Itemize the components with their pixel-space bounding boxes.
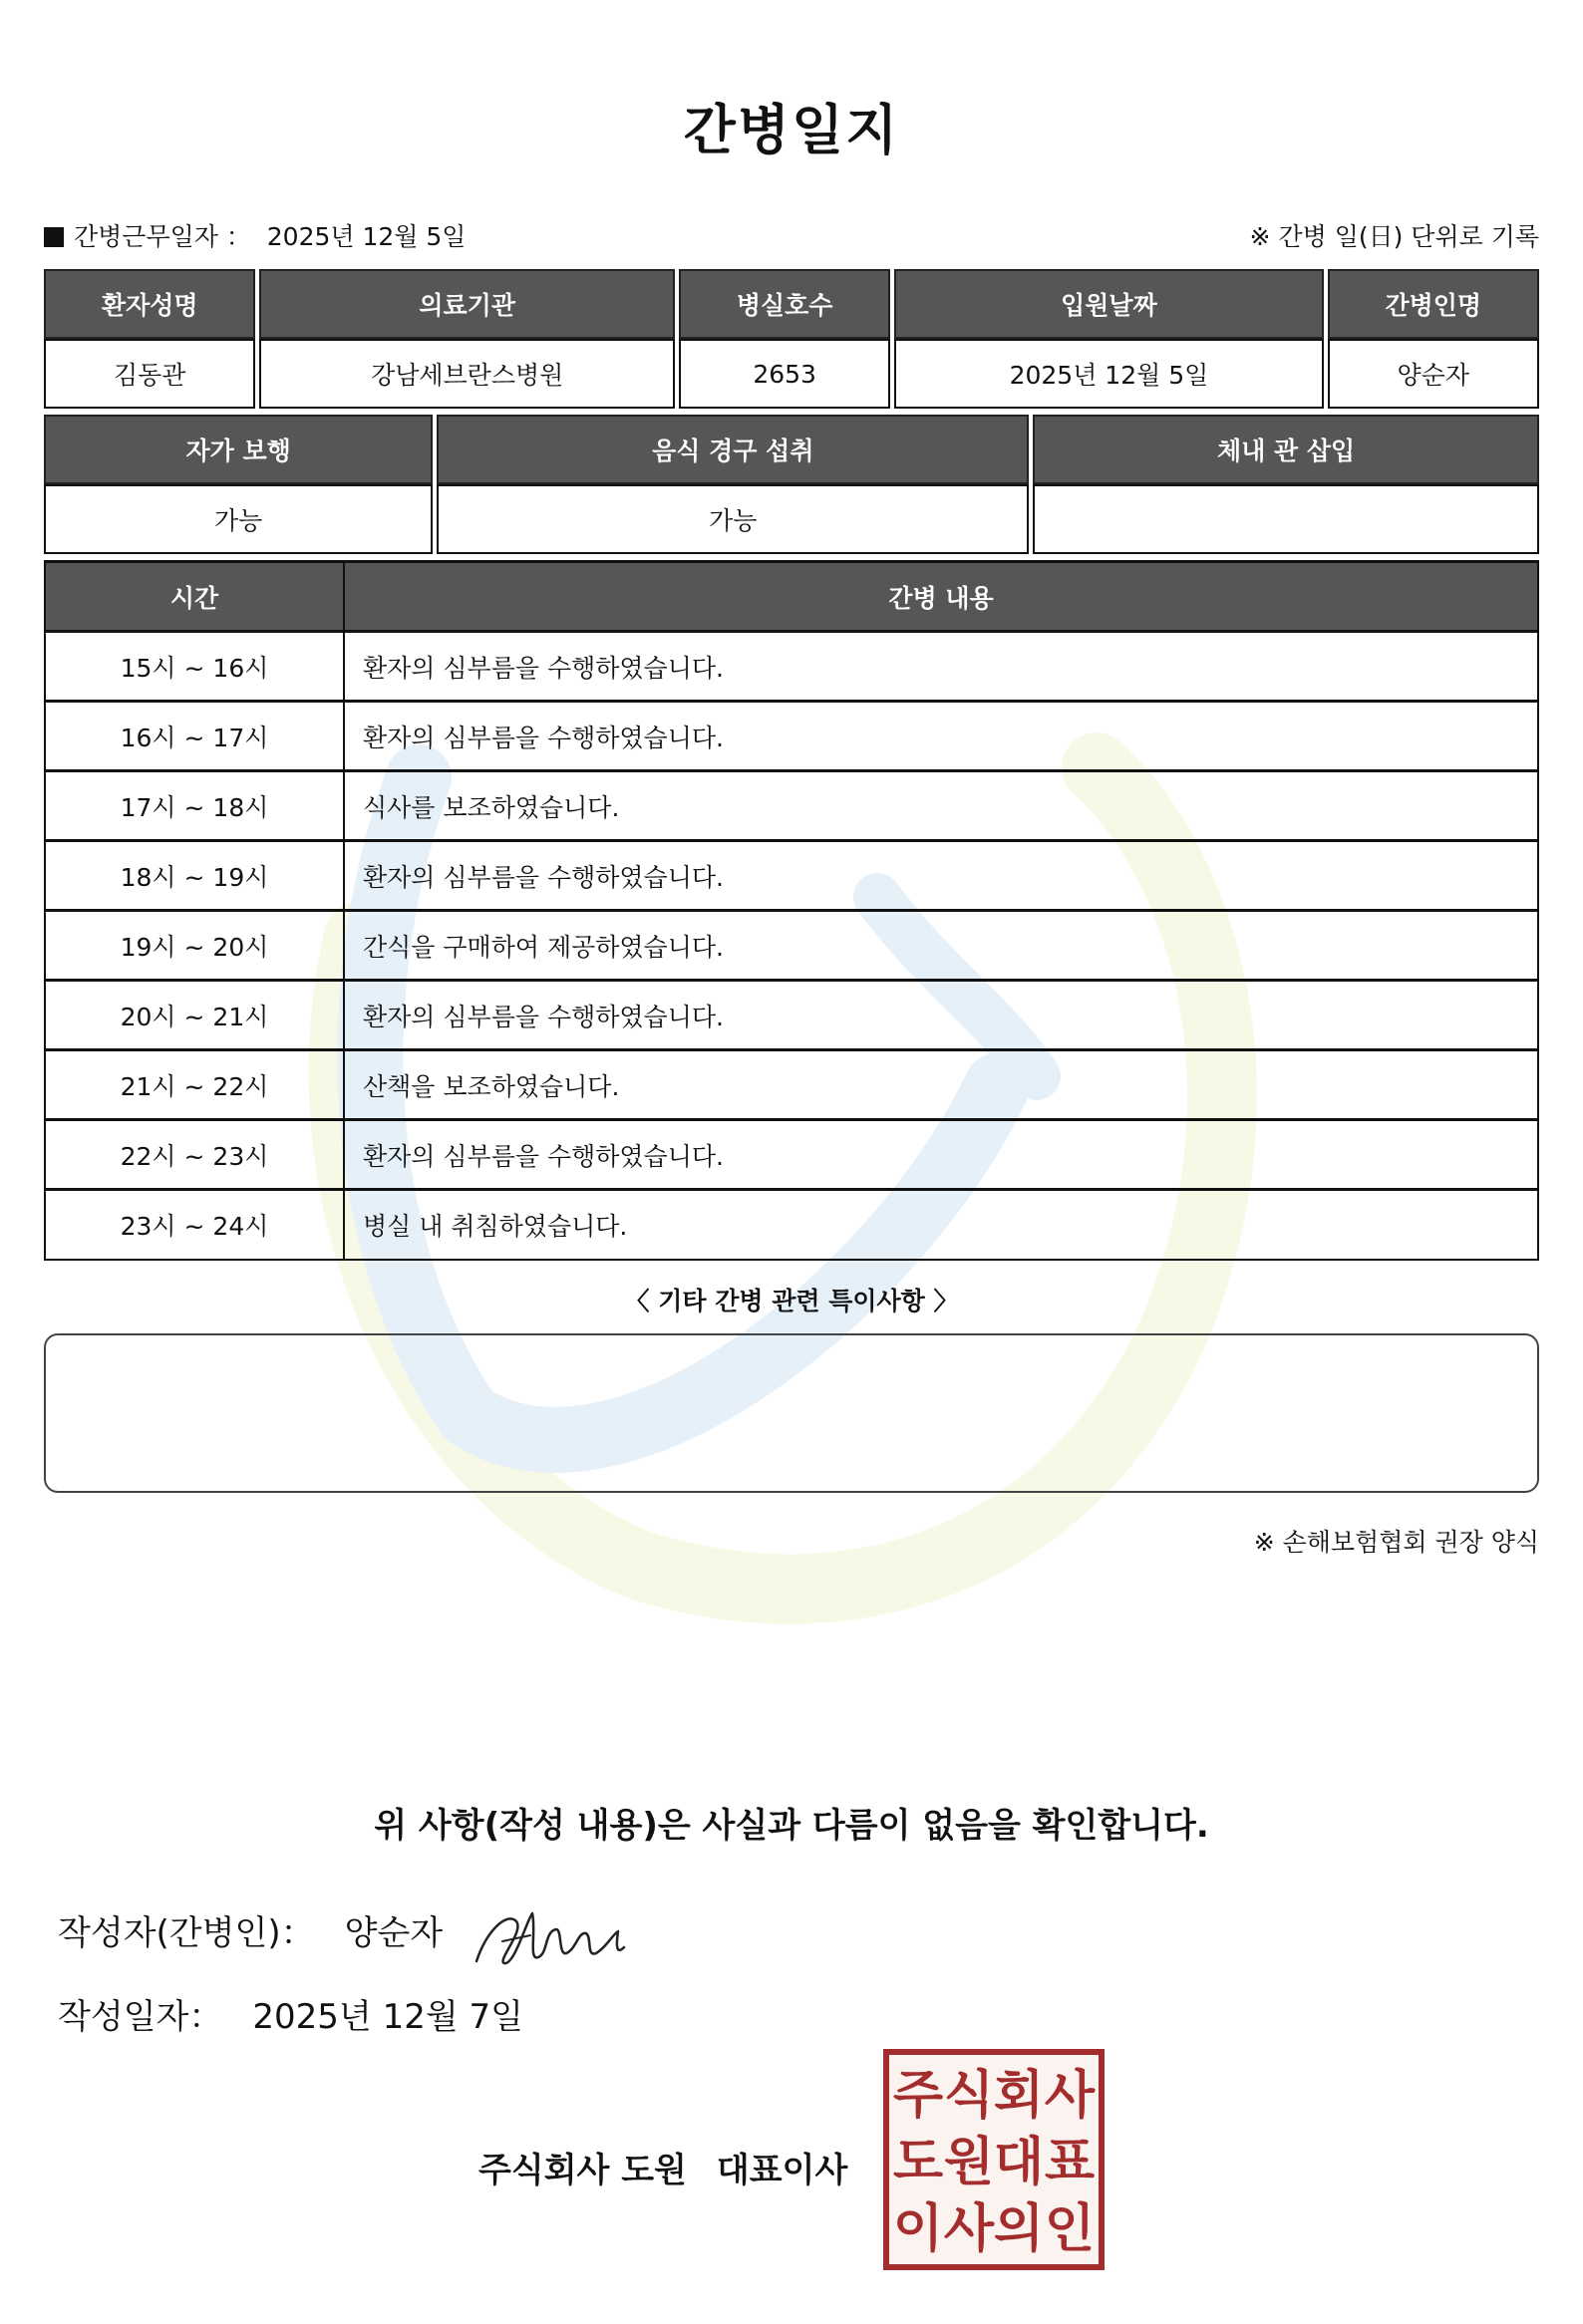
table-row [45, 1050, 1538, 1120]
work-date [44, 217, 466, 253]
oral-intake: 가능 [437, 484, 1029, 554]
work-date-row [44, 217, 1539, 257]
patient-info-table [40, 269, 1543, 409]
document-title: 간병일지 [683, 99, 900, 161]
self-walking: 가능 [44, 484, 433, 554]
seal-char: 사 [943, 2199, 995, 2259]
header-self-walking: 자가 보행 [44, 415, 433, 484]
seal-char: 원 [943, 2133, 995, 2192]
log-content: 환자의 심부름을 수행하였습니다. [344, 981, 1538, 1050]
log-content: 환자의 심부름을 수행하였습니다. [344, 632, 1538, 702]
log-time: 23시 ~ 24시 [45, 1190, 344, 1260]
header-hospital: 의료기관 [259, 269, 674, 339]
patient-name: 김동관 [44, 339, 255, 409]
notes-box [44, 1333, 1539, 1493]
room-number: 2653 [679, 339, 890, 409]
seal-text-grid [889, 2055, 1099, 2264]
admission-date: 2025년 12월 5일 [894, 339, 1323, 409]
table-row [45, 632, 1538, 702]
log-time: 19시 ~ 20시 [45, 911, 344, 981]
seal-char: 회 [993, 2066, 1045, 2126]
seal-char: 사 [1044, 2066, 1096, 2126]
seal-char: 표 [1044, 2133, 1096, 2192]
written-date-label: 작성일자： [58, 1997, 223, 2037]
header-oral-intake: 음식 경구 섭취 [437, 415, 1029, 484]
table-row [45, 702, 1538, 771]
log-content: 산책을 보조하였습니다. [344, 1050, 1538, 1120]
header-caregiver-name: 간병인명 [1328, 269, 1540, 339]
square-bullet-icon [44, 227, 64, 247]
log-content: 식사를 보조하였습니다. [344, 771, 1538, 841]
company-signature-line [478, 2143, 847, 2191]
log-time: 17시 ~ 18시 [45, 771, 344, 841]
header-room-number: 병실호수 [679, 269, 890, 339]
author-name: 양순자 [344, 1913, 444, 1953]
header-time: 시간 [45, 562, 344, 632]
confirmation-statement: 위 사항(작성 내용)은 사실과 다름이 없음을 확인합니다. [374, 1806, 1209, 1846]
seal-char: 식 [943, 2066, 995, 2126]
seal-char: 주 [892, 2066, 944, 2126]
seal-char: 대 [993, 2133, 1045, 2192]
header-care-content: 간병 내용 [344, 562, 1538, 632]
table-row [45, 841, 1538, 911]
log-content: 환자의 심부름을 수행하였습니다. [344, 702, 1538, 771]
company-title: 대표이사 [716, 2151, 848, 2190]
written-date: 2025년 12월 7일 [252, 1997, 523, 2037]
log-content: 간식을 구매하여 제공하였습니다. [344, 911, 1538, 981]
log-time: 21시 ~ 22시 [45, 1050, 344, 1120]
log-time: 16시 ~ 17시 [45, 702, 344, 771]
log-content: 병실 내 취침하였습니다. [344, 1190, 1538, 1260]
seal-char: 도 [892, 2133, 944, 2192]
work-date-value: 2025년 12월 5일 [266, 222, 467, 251]
notes-heading: 〈 기타 간병 관련 특이사항 〉 [624, 1287, 959, 1315]
log-time: 15시 ~ 16시 [45, 632, 344, 702]
patient-status-table [40, 415, 1543, 554]
table-row [45, 1190, 1538, 1260]
log-time: 22시 ~ 23시 [45, 1120, 344, 1190]
table-row [45, 911, 1538, 981]
header-patient-name: 환자성명 [44, 269, 255, 339]
work-date-label: 간병근무일자 ： [74, 222, 251, 251]
tube-insertion [1033, 484, 1539, 554]
hospital: 강남세브란스병원 [259, 339, 674, 409]
company-name: 주식회사 도원 [478, 2151, 687, 2190]
recommend-note: ※ 손해보험협회 권장 양식 [1253, 1528, 1539, 1557]
seal-char: 이 [892, 2199, 944, 2259]
header-admission-date: 입원날짜 [894, 269, 1323, 339]
unit-note: ※ 간병 일(日) 단위로 기록 [1249, 222, 1539, 251]
written-date-line [58, 1989, 523, 2038]
log-content: 환자의 심부름을 수행하였습니다. [344, 1120, 1538, 1190]
care-log-table [44, 560, 1539, 1261]
handwritten-signature [467, 1891, 636, 1981]
table-row [45, 771, 1538, 841]
caregiver-name: 양순자 [1328, 339, 1540, 409]
log-content: 환자의 심부름을 수행하였습니다. [344, 841, 1538, 911]
author-label: 작성자(간병인)： [58, 1913, 315, 1953]
table-row [45, 1120, 1538, 1190]
seal-char: 인 [1044, 2199, 1096, 2259]
log-time: 18시 ~ 19시 [45, 841, 344, 911]
seal-char: 의 [993, 2199, 1045, 2259]
company-seal-stamp [883, 2049, 1105, 2270]
author-line [58, 1905, 443, 1954]
log-time: 20시 ~ 21시 [45, 981, 344, 1050]
table-row [45, 981, 1538, 1050]
header-tube-insertion: 체내 관 삽입 [1033, 415, 1539, 484]
